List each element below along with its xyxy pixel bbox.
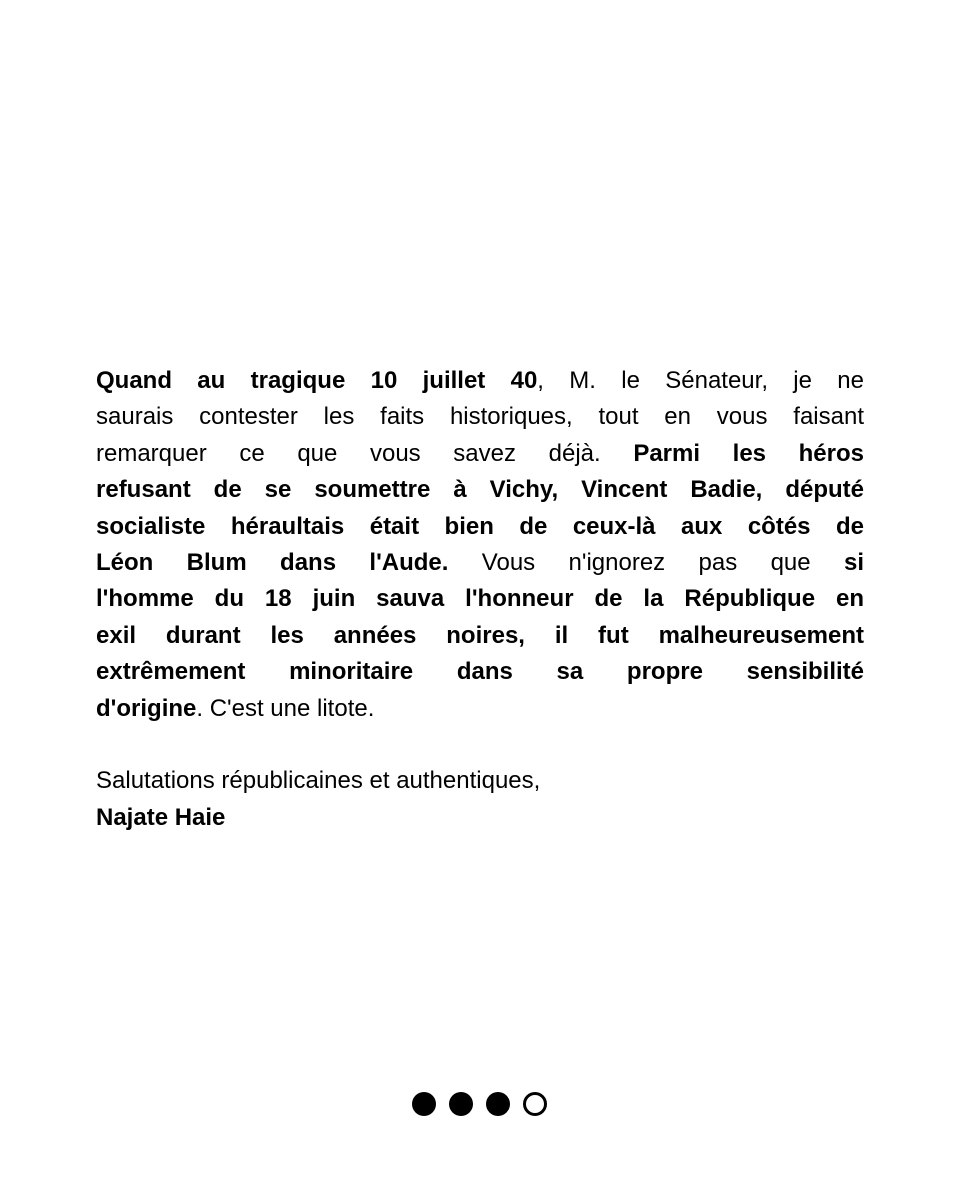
bold-text: Parmi les héros [633, 439, 864, 467]
pagination-dots [412, 1092, 547, 1116]
bold-text: refusant de se soumettre à Vichy, Vincent Badie, député [96, 476, 864, 504]
bold-text: Quand au tragique 10 juillet 40 [96, 367, 538, 394]
bold-text: exil durant les années noires, il fut malheureusement [96, 621, 864, 649]
bold-text: socialiste héraultais était bien de ceux-là aux côtés de [96, 512, 864, 540]
page-dot-1[interactable] [412, 1092, 436, 1116]
signature: Najate Haie [96, 803, 226, 831]
text-line [96, 472, 864, 508]
bold-text: extrêmement minoritaire dans sa propre sensibilité [96, 658, 864, 686]
page-dot-2[interactable] [449, 1092, 473, 1116]
text-line [96, 509, 864, 545]
text-line [96, 436, 864, 472]
bold-text: Léon Blum dans l'Aude. [96, 549, 449, 577]
letter-body [96, 363, 864, 836]
text-line [96, 581, 864, 617]
text-line [96, 654, 864, 690]
text: , M. le Sénateur, je ne [537, 367, 864, 394]
text-line [96, 399, 864, 435]
text-line [96, 691, 864, 727]
closing: Salutations républicaines et authentiques, [96, 767, 541, 795]
text: Vous n'ignorez pas que [448, 549, 844, 577]
page-dot-4-current[interactable] [523, 1092, 547, 1116]
text-line [96, 618, 864, 654]
text-line [96, 545, 864, 581]
bold-text: d'origine [96, 694, 197, 722]
text-line [96, 363, 864, 399]
page-dot-3[interactable] [486, 1092, 510, 1116]
text: . C'est une litote. [196, 694, 375, 722]
text: remarquer ce que vous savez déjà. [96, 439, 634, 467]
bold-text: si [843, 549, 864, 577]
text: saurais contester les faits historiques, tout en vous faisant [96, 403, 864, 431]
bold-text: l'homme du 18 juin sauva l'honneur de la République en [96, 585, 864, 613]
